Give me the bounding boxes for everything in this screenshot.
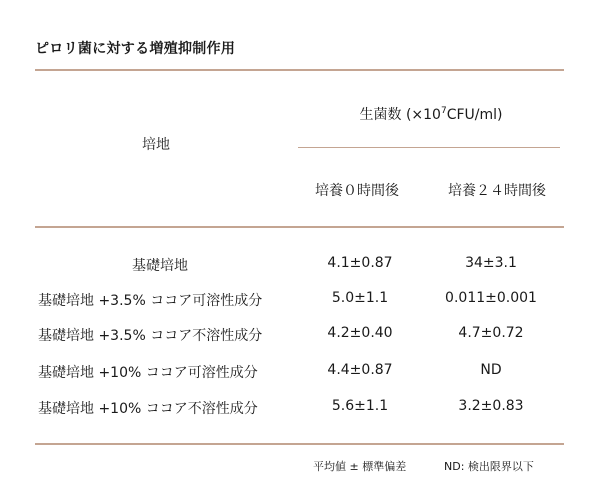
row-4-0h: 4.4±0.87	[327, 362, 393, 378]
row-4-24h: ND	[480, 362, 502, 378]
row-3-24h: 4.7±0.72	[458, 325, 524, 341]
row-3-medium: 基礎培地 +3.5% ココア不溶性成分	[38, 328, 263, 344]
row-3-0h: 4.2±0.40	[327, 325, 393, 341]
row-1-medium: 基礎培地	[132, 258, 188, 274]
header-viable-count-prefix: 生菌数 (×10	[359, 107, 441, 123]
table-title: ピロリ菌に対する増殖抑制作用	[35, 41, 236, 57]
row-5-medium: 基礎培地 +10% ココア不溶性成分	[38, 401, 258, 417]
header-divider	[35, 226, 564, 228]
bottom-divider	[35, 443, 564, 445]
row-2-24h: 0.011±0.001	[445, 290, 537, 306]
top-divider	[35, 69, 564, 71]
footnote-mean-sd: 平均値 ± 標準偏差	[313, 460, 407, 473]
row-4-medium: 基礎培地 +10% ココア可溶性成分	[38, 365, 258, 381]
row-1-24h: 34±3.1	[465, 255, 517, 271]
row-5-24h: 3.2±0.83	[458, 398, 524, 414]
row-1-0h: 4.1±0.87	[327, 255, 393, 271]
row-5-0h: 5.6±1.1	[331, 398, 389, 414]
header-0h: 培養０時間後	[315, 183, 399, 199]
header-medium: 培地	[142, 137, 170, 153]
header-24h: 培養２４時間後	[448, 183, 546, 199]
header-viable-count-exponent: 7	[440, 106, 447, 116]
header-viable-count-suffix: CFU/ml)	[446, 107, 503, 123]
header-viable-count	[360, 104, 503, 124]
row-2-medium: 基礎培地 +3.5% ココア可溶性成分	[38, 293, 263, 309]
header-subdivider	[298, 147, 560, 148]
row-2-0h: 5.0±1.1	[331, 290, 389, 306]
footnote-nd: ND: 検出限界以下	[444, 460, 534, 473]
